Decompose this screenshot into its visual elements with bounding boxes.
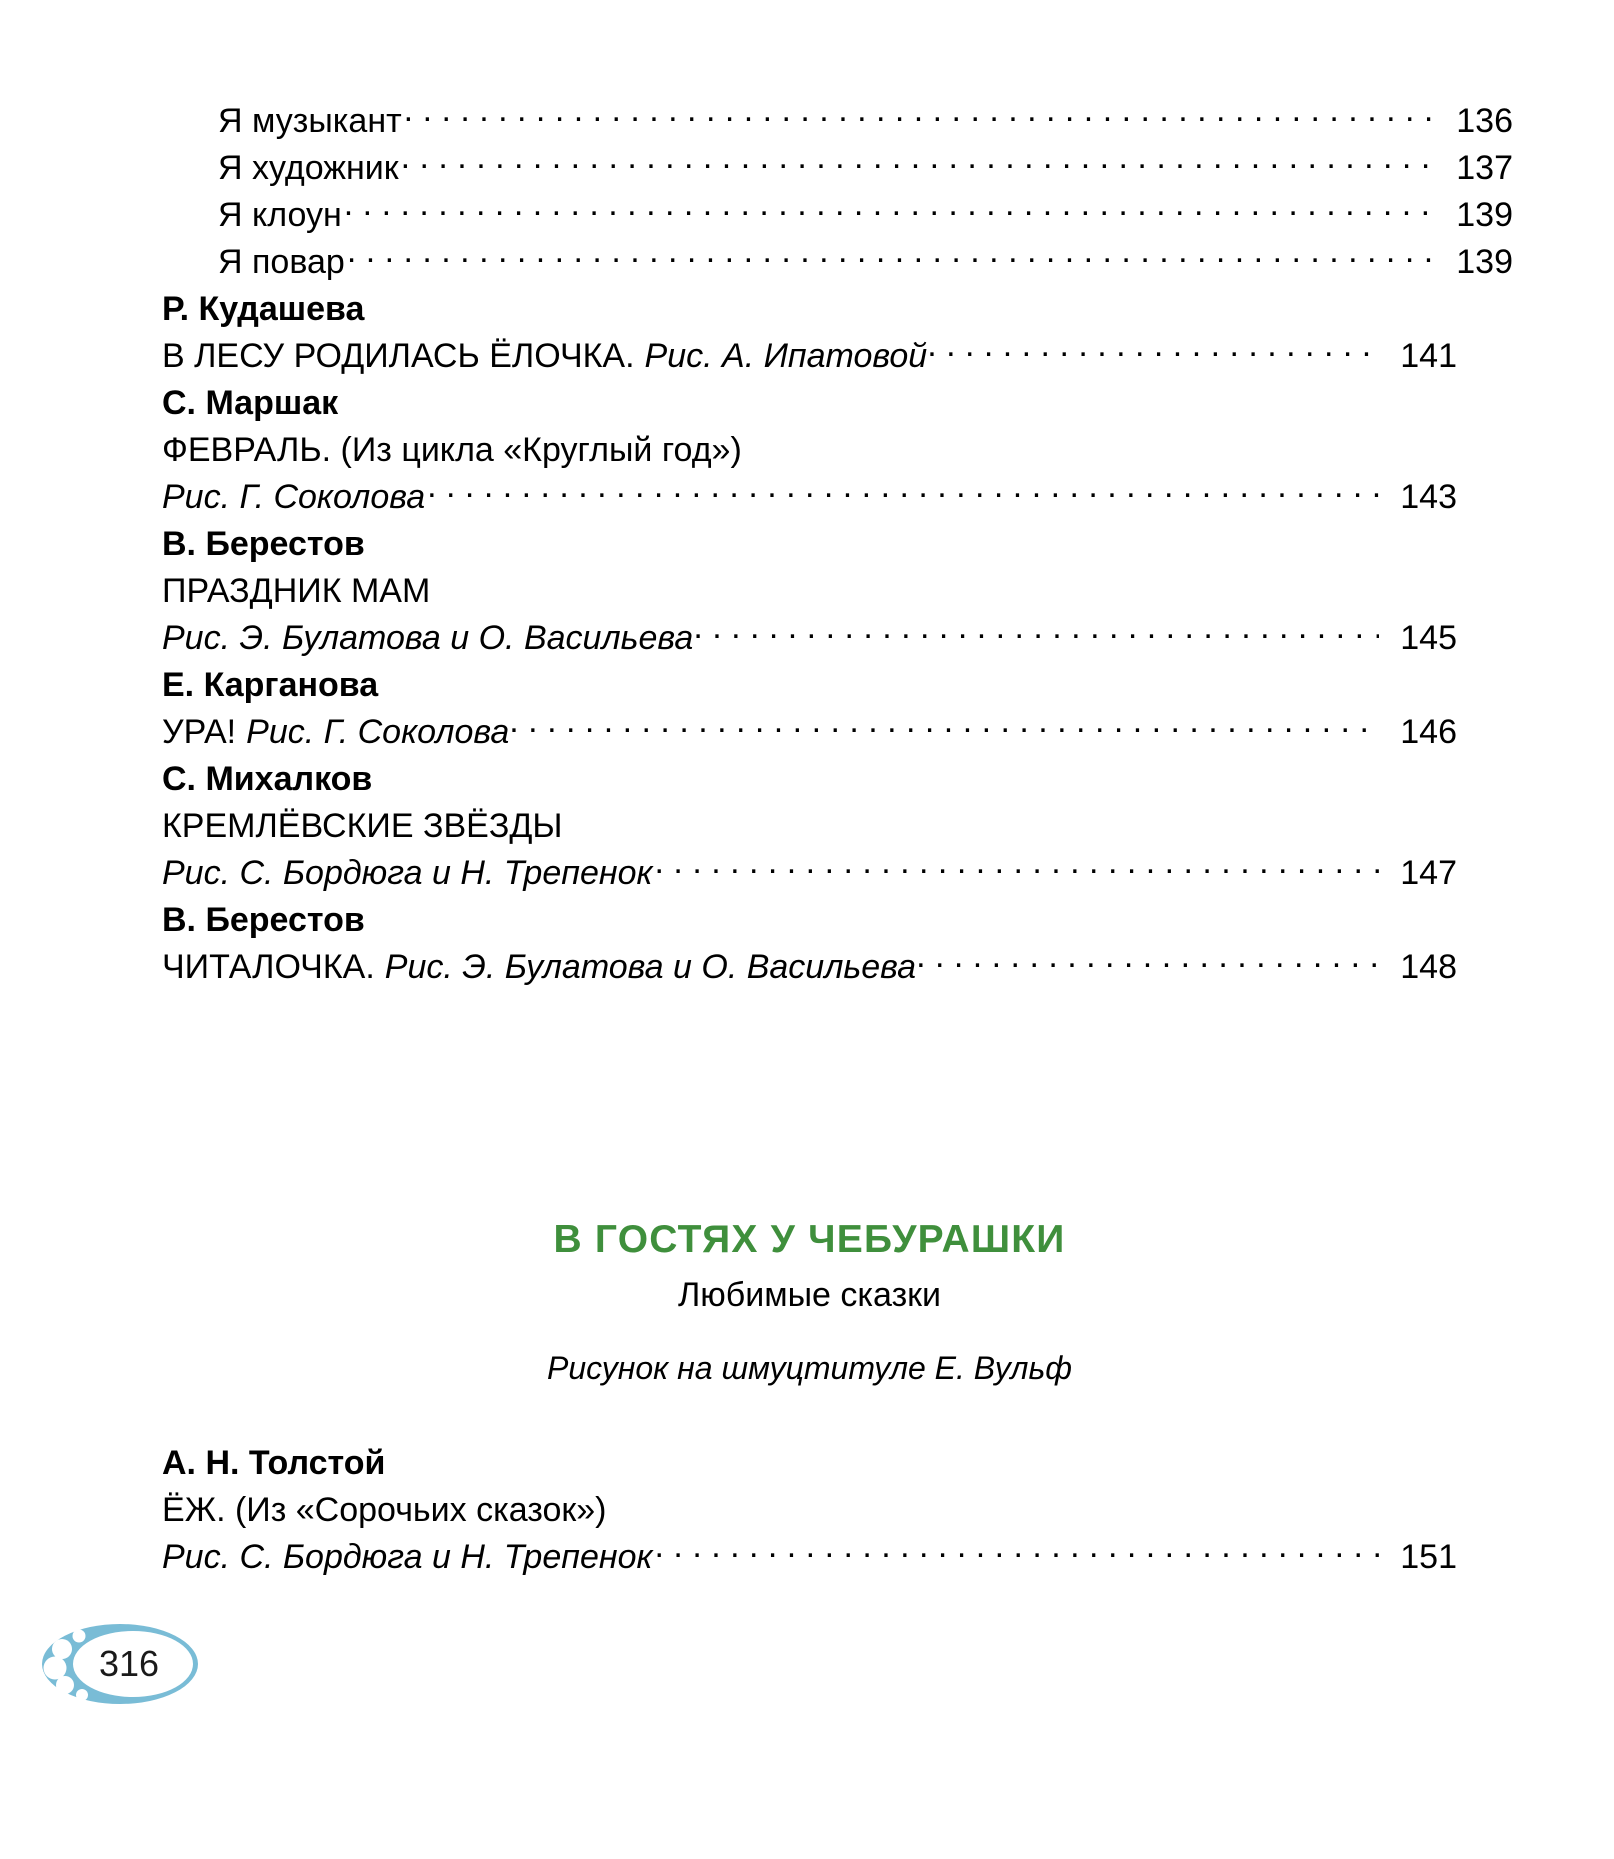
table-of-contents-lower xyxy=(162,1440,1457,1581)
toc-page-number: 146 xyxy=(1400,713,1457,751)
toc-work-row xyxy=(162,474,1457,521)
toc-work-title: ФЕВРАЛЬ. (Из цикла «Круглый год») xyxy=(162,431,742,469)
toc-work-title: В ЛЕСУ РОДИЛАСЬ ЁЛОЧКА. xyxy=(162,337,635,375)
toc-work-title: УРА! xyxy=(162,713,237,751)
dot-leader xyxy=(344,192,1435,226)
toc-item-title: Я музыкант xyxy=(218,102,402,140)
toc-author-name: В. Берестов xyxy=(162,901,365,939)
toc-work-credit: Рис. Э. Булатова и О. Васильева xyxy=(162,619,694,657)
toc-page-number: 147 xyxy=(1400,854,1457,892)
toc-item-row xyxy=(162,239,1513,286)
section-heading-block xyxy=(162,1215,1457,1391)
toc-author-name: С. Маршак xyxy=(162,384,339,422)
section-subtitle: Любимые сказки xyxy=(677,1276,942,1314)
toc-author-name: С. Михалков xyxy=(162,760,373,798)
toc-page-number: 148 xyxy=(1400,948,1457,986)
toc-page-number: 143 xyxy=(1400,478,1457,516)
toc-work-row xyxy=(162,850,1457,897)
toc-item-row xyxy=(162,145,1513,192)
dot-leader xyxy=(655,850,1379,884)
toc-item-title: Я клоун xyxy=(218,196,342,234)
dot-leader xyxy=(404,98,1435,132)
table-of-contents-upper xyxy=(162,98,1513,991)
toc-work-credit: Рис. С. Бордюга и Н. Трепенок xyxy=(162,1538,653,1576)
dot-leader xyxy=(927,333,1379,367)
toc-work-credit: Рис. С. Бордюга и Н. Трепенок xyxy=(162,854,653,892)
toc-work-row xyxy=(162,333,1457,380)
dot-leader xyxy=(347,239,1435,273)
dot-leader xyxy=(916,944,1379,978)
toc-author-name: Е. Карганова xyxy=(162,666,379,704)
page-number-text: 316 xyxy=(98,1643,160,1684)
toc-work-credit: Рис. А. Ипатовой xyxy=(644,337,928,375)
toc-work-credit: Рис. Г. Соколова xyxy=(162,478,426,516)
toc-item-row xyxy=(162,192,1513,239)
dot-leader xyxy=(655,1534,1379,1568)
toc-work-title: КРЕМЛЁВСКИЕ ЗВЁЗДЫ xyxy=(162,807,563,845)
toc-work-title: ЧИТАЛОЧКА. xyxy=(162,948,375,986)
section-title: В ГОСТЯХ У ЧЕБУРАШКИ xyxy=(553,1218,1066,1261)
toc-page-number: 139 xyxy=(1456,243,1513,281)
toc-work-title: ЁЖ. (Из «Сорочьих сказок») xyxy=(162,1491,607,1529)
dot-leader xyxy=(509,709,1379,743)
dot-leader xyxy=(427,474,1379,508)
dot-leader xyxy=(693,615,1379,649)
toc-work-row xyxy=(162,944,1457,991)
toc-item-title: Я повар xyxy=(218,243,345,281)
toc-page-number: 139 xyxy=(1456,196,1513,234)
toc-work-title: ПРАЗДНИК МАМ xyxy=(162,572,431,610)
toc-author-name: А. Н. Толстой xyxy=(162,1444,386,1482)
toc-item-row xyxy=(162,98,1513,145)
toc-work-row xyxy=(162,1534,1457,1581)
toc-work-row xyxy=(162,615,1457,662)
toc-page-number: 141 xyxy=(1400,337,1457,375)
toc-work-row xyxy=(162,709,1457,756)
toc-author-name: В. Берестов xyxy=(162,525,365,563)
page-number-badge xyxy=(40,1620,200,1708)
toc-author-name: Р. Кудашева xyxy=(162,290,365,328)
section-illustration-credit: Рисунок на шмуцтитуле Е. Вульф xyxy=(546,1350,1073,1386)
toc-work-credit: Рис. Э. Булатова и О. Васильева xyxy=(384,948,917,986)
toc-page-number: 151 xyxy=(1400,1538,1457,1576)
toc-page-number: 137 xyxy=(1456,149,1513,187)
toc-work-credit: Рис. Г. Соколова xyxy=(246,713,510,751)
toc-page-number: 145 xyxy=(1400,619,1457,657)
toc-item-title: Я художник xyxy=(218,149,399,187)
toc-page-number: 136 xyxy=(1456,102,1513,140)
dot-leader xyxy=(401,145,1435,179)
